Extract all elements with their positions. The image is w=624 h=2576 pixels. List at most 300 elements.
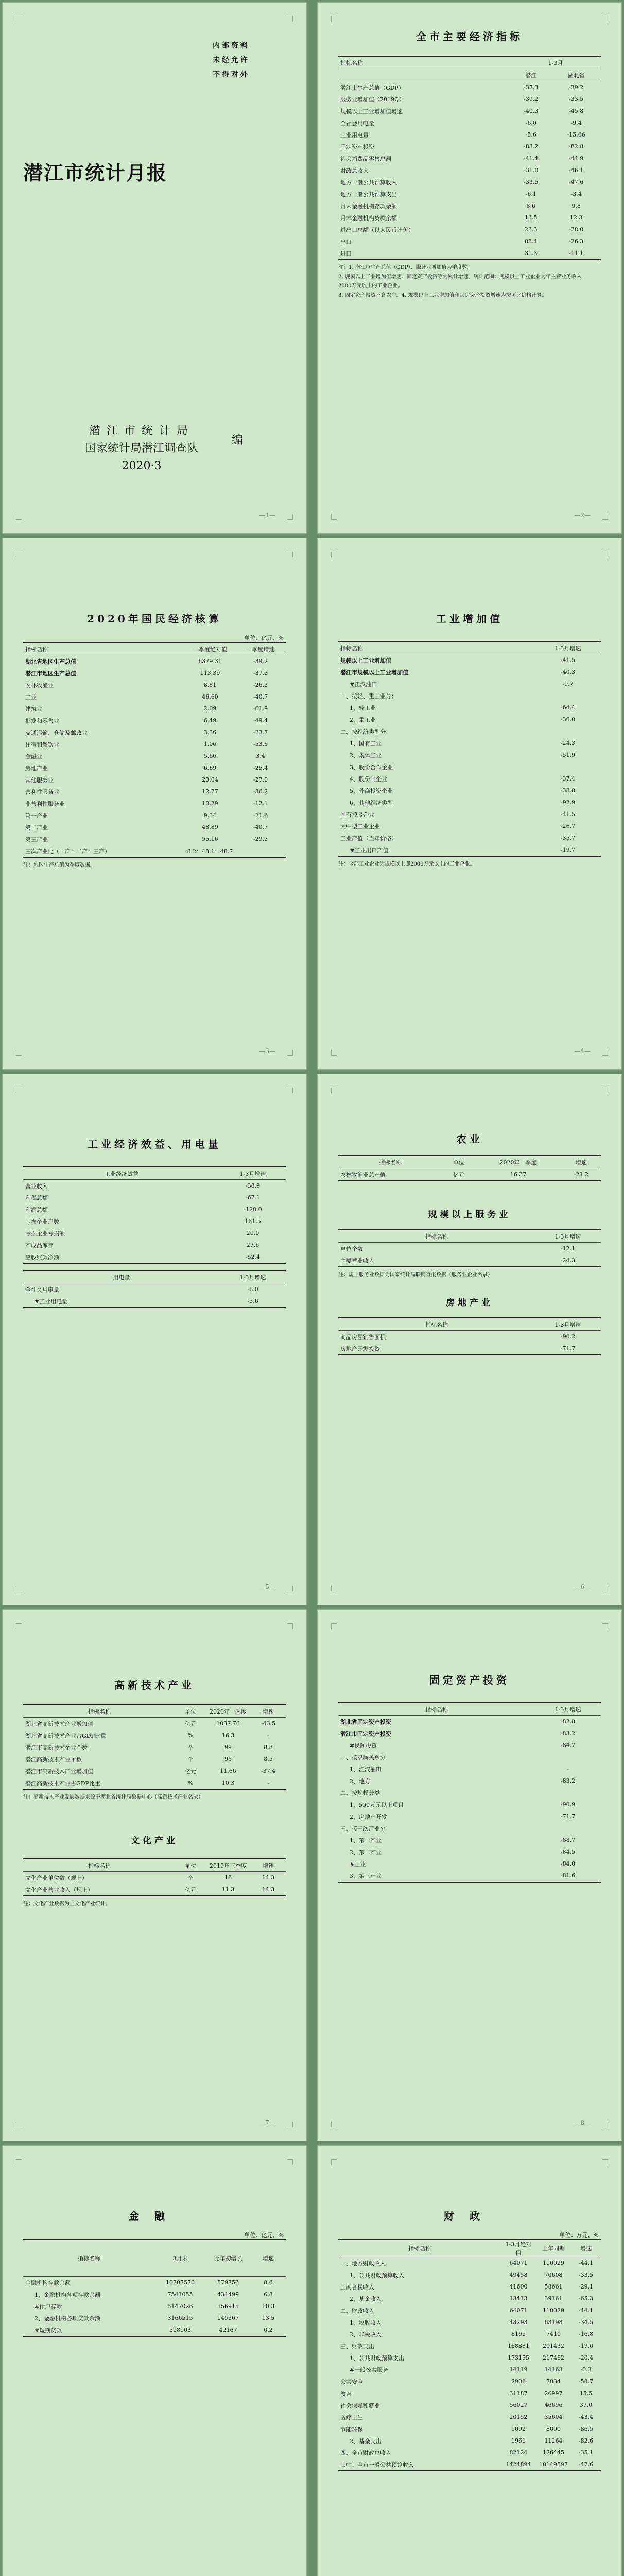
row-label: 服务业增加值（2019Q） bbox=[340, 96, 405, 103]
row-value-3: -17.0 bbox=[578, 2343, 594, 2349]
row-value-3: 8.5 bbox=[264, 1756, 273, 1762]
row-label: 工业产值（当年价格） bbox=[340, 835, 397, 842]
hightech-title: 高新技术产业 bbox=[114, 1679, 195, 1691]
row-value-1: -92.9 bbox=[560, 799, 576, 806]
row-value-1: 3.36 bbox=[203, 729, 217, 736]
table-row bbox=[338, 654, 601, 667]
row-value-1: 10.29 bbox=[202, 800, 218, 807]
col-header-name: 指标名称 bbox=[379, 1159, 402, 1166]
row-value-3: 14.3 bbox=[262, 1886, 275, 1893]
page-fixed-investment bbox=[318, 1610, 621, 2141]
page-number: —2— bbox=[574, 512, 591, 519]
table-row bbox=[338, 2364, 601, 2376]
table-row bbox=[23, 691, 286, 703]
row-value-3: - bbox=[267, 1732, 269, 1739]
row-label: 潜江市生产总值（GDP） bbox=[340, 84, 405, 91]
row-value-1: -84.5 bbox=[560, 1849, 576, 1855]
row-label: 金融机构存款余额 bbox=[25, 2279, 71, 2286]
row-value-2: 16 bbox=[224, 1874, 232, 1881]
row-label: 三、财政支出 bbox=[340, 2343, 374, 2350]
col-header-ytd: 比年初增长 bbox=[214, 2255, 242, 2262]
col-header-name: 指标名称 bbox=[88, 1862, 111, 1869]
cover-title: 潜江市统计月报 bbox=[23, 161, 168, 184]
row-value-1: -36.0 bbox=[560, 716, 576, 723]
table-row bbox=[23, 738, 286, 750]
row-value-1: 23.04 bbox=[202, 776, 218, 783]
col-header-growth: 一季度增速 bbox=[246, 646, 275, 653]
row-value-3: -0.3 bbox=[580, 2366, 592, 2373]
row-value-1: 个 bbox=[187, 1744, 194, 1751]
row-value-2: 1037.76 bbox=[216, 1720, 240, 1727]
row-value-3: 13.5 bbox=[262, 2315, 275, 2321]
row-label: #一般公共服务 bbox=[350, 2366, 389, 2374]
table-row bbox=[338, 773, 601, 785]
row-unit: 亿元 bbox=[453, 1171, 464, 1178]
row-label: 工业用电量 bbox=[340, 131, 369, 139]
table-row bbox=[23, 1753, 286, 1765]
row-value-1: 亿元 bbox=[185, 1768, 196, 1775]
row-label: #短期贷款 bbox=[34, 2327, 62, 2334]
page-number: —5— bbox=[259, 1583, 275, 1590]
page-title: 固定资产投资 bbox=[429, 1674, 510, 1686]
row-label: 潜江高新技术产业个数 bbox=[25, 1756, 82, 1763]
row-label: 潜江市固定资产投资 bbox=[340, 1730, 391, 1737]
electricity-table bbox=[23, 1270, 286, 1308]
row-value-1: 亿元 bbox=[185, 1720, 196, 1727]
row-value-1: -64.4 bbox=[560, 704, 576, 711]
row-value-1: 6379.31 bbox=[198, 658, 222, 665]
row-label: 单位个数 bbox=[340, 1245, 363, 1252]
row-value-1: 31187 bbox=[509, 2390, 528, 2397]
table-row bbox=[23, 703, 286, 715]
row-value-3: 10.3 bbox=[262, 2303, 275, 2310]
row-label: 湖北省高新技术产业占GDP比重 bbox=[25, 1732, 107, 1739]
table-row bbox=[338, 2269, 601, 2281]
row-label: 亏损企业户数 bbox=[25, 1218, 59, 1225]
row-value-1: 8.2：43.1：48.7 bbox=[187, 848, 233, 855]
table-row bbox=[23, 786, 286, 798]
row-label: 潜江市规模以上工业增加值 bbox=[340, 669, 408, 676]
row-value-1: -40.3 bbox=[524, 108, 539, 114]
row-value-3: 8.6 bbox=[264, 2279, 273, 2286]
table-row bbox=[338, 2352, 601, 2364]
col-header-growth: 增速 bbox=[263, 2255, 274, 2262]
row-value-1: -39.2 bbox=[524, 96, 539, 103]
row-label: 地方一般公共预算支出 bbox=[340, 191, 397, 198]
agriculture-title: 农业 bbox=[456, 1133, 483, 1145]
col-header-value: 2020年一季度 bbox=[499, 1159, 537, 1166]
col-header-name: 指标名称 bbox=[25, 646, 48, 653]
table-row bbox=[23, 1215, 286, 1227]
table-row bbox=[338, 200, 601, 212]
col-header-unit: 单位 bbox=[453, 1159, 464, 1166]
row-value-1: -84.7 bbox=[560, 1742, 576, 1749]
table-row bbox=[23, 833, 286, 845]
row-value-2: 110029 bbox=[543, 2260, 564, 2266]
col-header-name: 指标名称 bbox=[340, 59, 363, 66]
page-title: 金融 bbox=[129, 2210, 180, 2222]
row-value-1: 1961 bbox=[511, 2437, 526, 2444]
table-row bbox=[338, 1834, 601, 1846]
row-label: 其中：全市一般公共预算收入 bbox=[340, 2461, 414, 2468]
table-row bbox=[338, 2304, 601, 2316]
row-value-1: 13413 bbox=[509, 2295, 528, 2302]
efficiency-table bbox=[23, 1166, 286, 1264]
row-label: 1、税收收入 bbox=[350, 2319, 382, 2326]
row-label: 农林牧渔业 bbox=[25, 682, 54, 689]
col-header-growth: 1-3月增速 bbox=[554, 1706, 581, 1713]
row-value-1 bbox=[535, 1822, 601, 1834]
row-value-1: 12.77 bbox=[202, 788, 218, 795]
table-row bbox=[338, 1775, 601, 1787]
table-row bbox=[338, 81, 601, 94]
realestate-table bbox=[338, 1317, 601, 1355]
row-value-3: -43.5 bbox=[261, 1720, 276, 1727]
row-value-3: -58.7 bbox=[578, 2378, 594, 2385]
table-note: 注：全部工业企业为规模以上即2000万元以上的工业企业。 bbox=[338, 861, 475, 867]
row-value-1: 1.06 bbox=[203, 741, 217, 748]
row-label: 财政总收入 bbox=[340, 167, 369, 174]
row-value-3: 0.2 bbox=[264, 2327, 273, 2333]
table-row bbox=[23, 1718, 286, 1730]
note-line-4: 3. 固定资产投资不含农户。4. 规模以上工业增加值和固定资产投资增速为按可比价格计算。 bbox=[338, 293, 547, 298]
table-row bbox=[338, 1870, 601, 1882]
row-value-1: 1092 bbox=[511, 2426, 526, 2432]
row-value-2: -40.7 bbox=[253, 693, 268, 700]
table-row bbox=[338, 1751, 601, 1763]
table-row bbox=[23, 655, 286, 668]
row-value-2: 14163 bbox=[544, 2366, 563, 2373]
table-row bbox=[338, 1168, 601, 1181]
row-value-1: -82.8 bbox=[560, 1718, 576, 1725]
row-label: 固定资产投资 bbox=[340, 143, 374, 150]
row-value-2: -53.6 bbox=[253, 741, 268, 748]
row-value-1: -84.0 bbox=[560, 1860, 576, 1867]
table-row bbox=[338, 212, 601, 224]
note-line-2: 2. 规模以上工业增加值增速、固定资产投资等为累计增速，统计范围：规模以上工业企业为年主营业务收入 bbox=[338, 274, 582, 280]
table-row bbox=[23, 715, 286, 726]
row-label: 2、地方 bbox=[350, 1777, 370, 1785]
row-value-2: 11.66 bbox=[220, 1768, 236, 1774]
col-header-name: 指标名称 bbox=[425, 1706, 448, 1713]
row-label: 工业 bbox=[25, 693, 37, 701]
col-header-growth: 1-3月增速 bbox=[554, 1233, 581, 1240]
page-number: —8— bbox=[574, 2119, 591, 2126]
row-value-2: 8090 bbox=[546, 2426, 561, 2432]
row-label: 住宿和餐饮业 bbox=[25, 741, 59, 748]
table-row bbox=[338, 2435, 601, 2447]
row-label: 社会消费品零售总额 bbox=[340, 155, 391, 162]
row-label: 产成品库存 bbox=[25, 1242, 54, 1249]
page-number: —4— bbox=[574, 1047, 591, 1055]
culture-note: 注：文化产业数据为上文化产业统计。 bbox=[23, 1901, 111, 1907]
table-row bbox=[338, 176, 601, 188]
col-header-growth: 增速 bbox=[575, 1159, 587, 1166]
table-row bbox=[338, 129, 601, 141]
row-value-3: -65.3 bbox=[578, 2295, 594, 2302]
row-value-2: 110029 bbox=[543, 2307, 564, 2314]
row-value-2: 201432 bbox=[543, 2343, 564, 2349]
col-header-growth: 1-3月增速 bbox=[239, 1274, 266, 1281]
row-value-3: -20.4 bbox=[578, 2354, 594, 2361]
row-label: 大中型工业企业 bbox=[340, 823, 380, 830]
edit-mark: 编 bbox=[232, 434, 244, 447]
table-row bbox=[23, 1251, 286, 1263]
row-label: 1、金融机构各项存款余额 bbox=[34, 2291, 100, 2298]
row-label: 月末金融机构存款余额 bbox=[340, 202, 397, 210]
page-title: 2020年国民经济核算 bbox=[87, 613, 222, 625]
row-label: 4、股份制企业 bbox=[350, 775, 387, 783]
row-label: 营利性服务业 bbox=[25, 788, 59, 795]
table-row bbox=[338, 808, 601, 820]
row-value-1: -51.9 bbox=[560, 752, 576, 758]
row-label: 6、其他经济类型 bbox=[350, 799, 393, 806]
row-label: 2、非税收入 bbox=[350, 2331, 382, 2338]
row-value-2: -23.7 bbox=[253, 729, 268, 736]
row-value-1 bbox=[535, 761, 601, 773]
row-value-1: 个 bbox=[187, 1756, 194, 1763]
row-value-1: % bbox=[187, 1732, 194, 1739]
row-value-2: 96 bbox=[224, 1756, 232, 1762]
row-label: 进出口总额（以人民币计价） bbox=[340, 226, 414, 233]
row-value-2: -26.3 bbox=[569, 238, 584, 245]
table-row bbox=[338, 2316, 601, 2328]
row-value-2: 126445 bbox=[543, 2449, 564, 2456]
row-value-1: -81.6 bbox=[560, 1872, 576, 1879]
row-label: 主要营业收入 bbox=[340, 1257, 374, 1264]
table-row bbox=[23, 1204, 286, 1215]
row-label: 规模以上工业增加值增速 bbox=[340, 108, 403, 115]
row-value-2: -26.3 bbox=[253, 682, 268, 688]
row-value-2: 3.4 bbox=[256, 753, 265, 759]
table-row bbox=[338, 152, 601, 164]
table-row bbox=[338, 2447, 601, 2459]
row-value-1: 46.60 bbox=[202, 693, 218, 700]
row-value-1: 7541055 bbox=[167, 2291, 193, 2298]
row-label: 一、按隶属关系分 bbox=[340, 1754, 386, 1761]
table-row bbox=[338, 235, 601, 247]
hightech-note: 注：高新技术产业发展数据来源于湖北省统计局数据中心（高新技术产业名录） bbox=[23, 1794, 203, 1800]
row-value-1: -71.7 bbox=[560, 1345, 576, 1352]
row-label: 规模以上工业增加值 bbox=[340, 657, 391, 664]
row-value-2: -49.4 bbox=[253, 717, 268, 724]
table-row bbox=[338, 2340, 601, 2352]
row-value-1: 82124 bbox=[509, 2449, 528, 2456]
col-header-name: 用电量 bbox=[113, 1274, 130, 1281]
table-row bbox=[23, 1884, 286, 1896]
row-label: 其他服务业 bbox=[25, 776, 54, 784]
row-label: 社会保障和就业 bbox=[340, 2402, 380, 2409]
row-value-1: 64071 bbox=[509, 2307, 528, 2314]
row-value-1: 1424894 bbox=[506, 2461, 531, 2468]
table-row bbox=[338, 690, 601, 702]
row-label: 1、公共财政预算支出 bbox=[350, 2354, 404, 2362]
culture-title: 文化产业 bbox=[131, 1836, 178, 1846]
table-row bbox=[338, 2257, 601, 2269]
stamp-line-1: 内部资料 bbox=[213, 42, 250, 50]
row-value-2: 10149597 bbox=[539, 2461, 568, 2468]
row-label: 四、全市财政总收入 bbox=[340, 2449, 391, 2456]
row-label: #江汉油田 bbox=[350, 681, 377, 688]
table-row bbox=[338, 844, 601, 856]
industrial-value-table bbox=[338, 641, 601, 857]
row-value-2: -3.4 bbox=[570, 191, 582, 197]
row-value-1: 8.81 bbox=[203, 682, 217, 688]
row-label: 湖北省地区生产总值 bbox=[25, 658, 76, 665]
row-label: 文化产业营业收入（规上） bbox=[25, 1886, 93, 1893]
table-row bbox=[338, 796, 601, 808]
row-value-2: 11264 bbox=[544, 2437, 563, 2444]
page-main-indicators bbox=[318, 3, 621, 533]
publisher-line-2: 国家统计局潜江调查队 bbox=[84, 442, 198, 455]
row-value-1: 8.6 bbox=[526, 202, 536, 209]
row-label: 2、房地产开发 bbox=[350, 1813, 387, 1820]
table-row bbox=[23, 1765, 286, 1777]
row-label: 非营利性服务业 bbox=[25, 800, 65, 807]
page-number: —6— bbox=[574, 1583, 591, 1590]
row-value-1: -83.2 bbox=[560, 1777, 576, 1784]
row-value-2: 26997 bbox=[544, 2390, 563, 2397]
row-label: 文化产业单位数（规上） bbox=[25, 1874, 88, 1882]
table-row bbox=[338, 1810, 601, 1822]
row-value-1: 64071 bbox=[509, 2260, 528, 2266]
col-header-last-year: 上年同期 bbox=[542, 2245, 565, 2252]
row-value-1: 20152 bbox=[509, 2414, 528, 2420]
row-value-2: 217462 bbox=[543, 2354, 564, 2361]
table-row bbox=[338, 1716, 601, 1728]
col-header-growth: 增速 bbox=[263, 1708, 274, 1715]
col-header-qianjiang: 潜江 bbox=[525, 72, 537, 79]
row-value-2: 7410 bbox=[546, 2331, 561, 2337]
row-value-2: 7034 bbox=[546, 2378, 561, 2385]
finance-table bbox=[23, 2239, 286, 2337]
row-label: 批发和零售业 bbox=[25, 717, 59, 724]
page-cover bbox=[3, 3, 306, 533]
table-row bbox=[338, 725, 601, 737]
table-row bbox=[338, 2376, 601, 2387]
table-row bbox=[338, 164, 601, 176]
row-value-1: 161.5 bbox=[245, 1218, 261, 1225]
row-value-1: 168881 bbox=[508, 2343, 529, 2349]
table-row bbox=[23, 679, 286, 691]
table-row bbox=[23, 1295, 286, 1308]
service-note: 注：规上服务业数据为国家统计局联网直报数据（服务业企业名录） bbox=[338, 1272, 493, 1278]
service-table bbox=[338, 1229, 601, 1267]
row-label: 1、国有工业 bbox=[350, 740, 382, 747]
row-value-2: 16.3 bbox=[221, 1732, 235, 1739]
agriculture-table bbox=[338, 1155, 601, 1181]
row-value-2: 579756 bbox=[217, 2279, 239, 2286]
row-value-3: 14.3 bbox=[262, 1874, 275, 1881]
row-label: 潜江市地区生产总值 bbox=[25, 670, 76, 677]
row-value-1: -67.1 bbox=[245, 1194, 261, 1201]
row-growth: -21.2 bbox=[574, 1171, 588, 1178]
table-row bbox=[338, 1799, 601, 1810]
col-header-name: 指标名称 bbox=[425, 1321, 448, 1328]
row-value-2: 356915 bbox=[217, 2303, 239, 2310]
main-indicators-table bbox=[338, 56, 601, 260]
row-value-1: 56027 bbox=[509, 2402, 528, 2409]
row-name: 农林牧渔业总产值 bbox=[340, 1171, 386, 1178]
cover-publisher bbox=[57, 422, 227, 475]
row-value-2: -29.3 bbox=[253, 836, 268, 842]
row-label: 1、江汉油田 bbox=[350, 1766, 382, 1773]
row-value-1: % bbox=[187, 1780, 194, 1786]
row-value-3: -29.1 bbox=[578, 2283, 594, 2290]
row-value-1: -12.1 bbox=[560, 1245, 576, 1252]
col-header-hubei: 湖北省 bbox=[567, 72, 585, 79]
col-header-name: 指标名称 bbox=[340, 645, 363, 652]
row-value-1: -41.5 bbox=[560, 657, 576, 664]
table-row bbox=[338, 188, 601, 200]
table-row bbox=[338, 1727, 601, 1739]
row-value-3: -35.1 bbox=[578, 2449, 594, 2456]
row-label: 湖北省高新技术产业增加值 bbox=[25, 1720, 93, 1727]
table-row bbox=[338, 2281, 601, 2293]
row-label: 2、重工业 bbox=[350, 716, 376, 723]
table-row bbox=[338, 832, 601, 844]
row-value-3: -47.6 bbox=[578, 2461, 594, 2468]
row-value: 16.37 bbox=[510, 1171, 527, 1178]
row-label: 5、外商投资企业 bbox=[350, 787, 393, 794]
table-row bbox=[338, 1343, 601, 1355]
table-row bbox=[338, 2387, 601, 2399]
row-value-3: - bbox=[267, 1780, 269, 1786]
row-label: 房地产开发投资 bbox=[340, 1345, 380, 1352]
row-value-2 bbox=[235, 845, 286, 857]
row-value-2: 63198 bbox=[544, 2319, 563, 2326]
row-label: 2、第二产业 bbox=[350, 1849, 382, 1856]
table-row bbox=[23, 1192, 286, 1204]
row-label: 湖北省固定资产投资 bbox=[340, 1718, 391, 1725]
table-row bbox=[338, 1739, 601, 1751]
page-hightech-culture bbox=[3, 1610, 306, 2141]
row-value-1: 55.16 bbox=[202, 836, 218, 842]
row-label: 教育 bbox=[340, 2390, 352, 2397]
col-header-name: 指标名称 bbox=[425, 1233, 448, 1240]
row-label: 全社会用电量 bbox=[25, 1286, 59, 1293]
row-label: 进口 bbox=[340, 250, 352, 257]
row-label: 医疗卫生 bbox=[340, 2414, 363, 2421]
col-header-abs: 1-3月绝对值 bbox=[505, 2241, 532, 2256]
row-value-1: -52.4 bbox=[245, 1253, 261, 1260]
row-value-1: 6165 bbox=[511, 2331, 526, 2337]
row-label: #民间投资 bbox=[350, 1742, 377, 1749]
publisher-line-1: 潜江市统计局 bbox=[89, 425, 194, 437]
row-value-3: -34.5 bbox=[578, 2319, 594, 2326]
row-value-2: 46696 bbox=[544, 2402, 563, 2409]
row-value-1: 2906 bbox=[511, 2378, 526, 2385]
row-label: 潜江市高新技术产业增加值 bbox=[25, 1768, 93, 1775]
row-value-1: 9.34 bbox=[203, 812, 217, 819]
stamp-line-3: 不得对外 bbox=[213, 71, 250, 79]
unit-label: 单位：亿元、% bbox=[244, 2232, 284, 2239]
row-value-3: -44.1 bbox=[578, 2307, 594, 2314]
national-accounts-table bbox=[23, 642, 286, 858]
row-value-2: 70608 bbox=[544, 2272, 563, 2278]
table-row bbox=[338, 749, 601, 761]
realestate-title: 房地产业 bbox=[446, 1298, 493, 1308]
row-label: 月末金融机构贷款余额 bbox=[340, 214, 397, 222]
table-row bbox=[338, 1822, 601, 1834]
row-value-1: -90.2 bbox=[560, 1333, 576, 1340]
row-label: 1、公共财政预算收入 bbox=[350, 2272, 404, 2279]
col-header-growth: 增速 bbox=[263, 1862, 274, 1869]
table-row bbox=[23, 2324, 286, 2336]
row-value-1: -37.3 bbox=[524, 84, 539, 91]
table-row bbox=[23, 2277, 286, 2289]
row-value-1: -31.0 bbox=[524, 167, 539, 174]
